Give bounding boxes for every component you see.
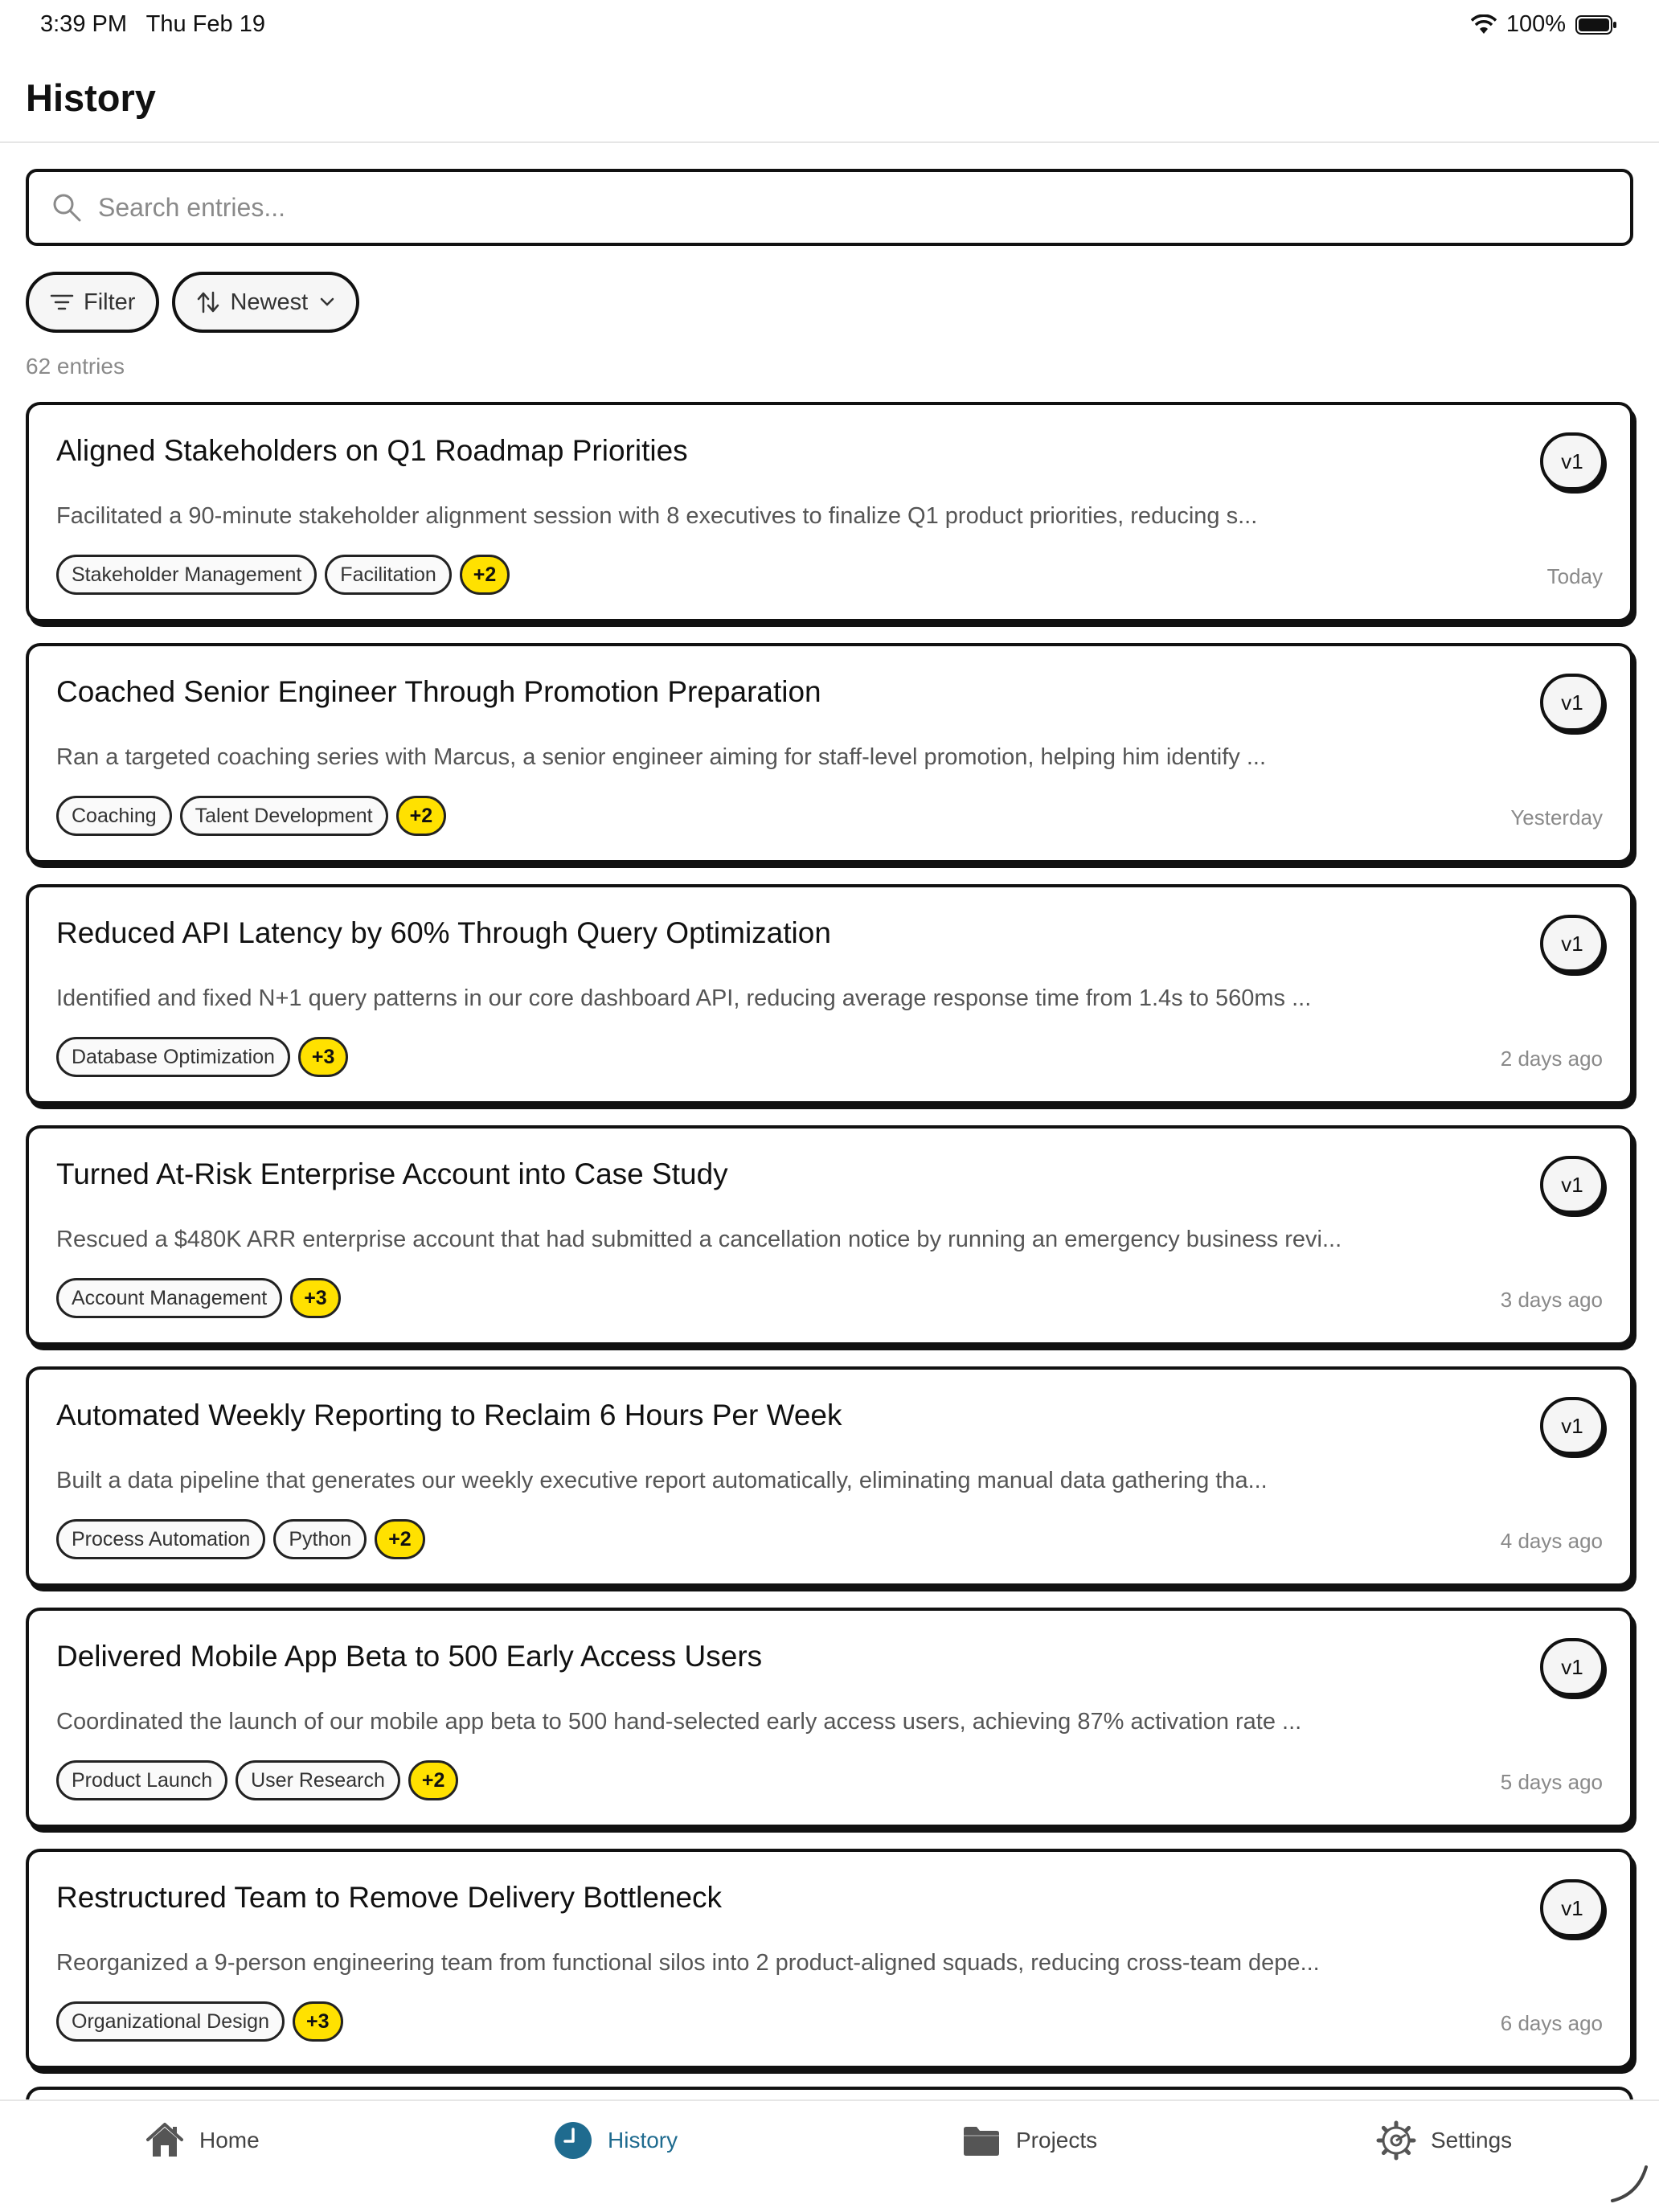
resize-handle-icon[interactable]	[1604, 2157, 1653, 2206]
more-tags-badge[interactable]: +2	[408, 1760, 459, 1800]
tab-projects[interactable]	[961, 2120, 1097, 2161]
tag[interactable]: Python	[273, 1519, 367, 1559]
version-badge[interactable]: v1	[1540, 674, 1604, 731]
entry-date: 3 days ago	[1500, 1288, 1603, 1312]
entry-summary: Facilitated a 90-minute stakeholder alignment session with 8 executives to finalize Q1 product priorities, reducing s...	[56, 503, 1258, 529]
tab-label: Settings	[1431, 2128, 1513, 2153]
entry-list	[26, 402, 1633, 2090]
tag[interactable]: Product Launch	[56, 1760, 227, 1800]
tag[interactable]: Facilitation	[325, 555, 452, 595]
filter-icon	[50, 293, 74, 312]
tag[interactable]: Process Automation	[56, 1519, 265, 1559]
more-tags-badge[interactable]: +3	[290, 1278, 341, 1318]
tag[interactable]: Account Management	[56, 1278, 282, 1318]
version-badge[interactable]: v1	[1540, 1156, 1604, 1214]
version-badge[interactable]: v1	[1540, 1879, 1604, 1937]
tab-history[interactable]	[553, 2120, 678, 2161]
entry-title: Coached Senior Engineer Through Promotion Preparation	[56, 675, 821, 708]
entry-date: 6 days ago	[1500, 2011, 1603, 2035]
page-title: History	[26, 76, 156, 119]
more-tags-badge[interactable]: +3	[298, 1037, 349, 1077]
wifi-icon	[1471, 14, 1497, 35]
version-badge[interactable]: v1	[1540, 1397, 1604, 1455]
entry-card[interactable]	[26, 402, 1633, 622]
tab-label: Projects	[1016, 2128, 1098, 2153]
tag[interactable]: Organizational Design	[56, 2001, 285, 2042]
entry-title: Automated Weekly Reporting to Reclaim 6 Hours Per Week	[56, 1399, 842, 1432]
entry-card[interactable]	[26, 1125, 1633, 1346]
entry-date: 5 days ago	[1500, 1770, 1603, 1794]
tag[interactable]: Stakeholder Management	[56, 555, 317, 595]
sort-label: Newest	[230, 289, 309, 315]
home-icon	[145, 2120, 185, 2161]
tag-row	[56, 1278, 341, 1318]
tag-row	[56, 2001, 343, 2042]
tag[interactable]: Talent Development	[180, 796, 388, 836]
tab-label: History	[608, 2128, 678, 2153]
entry-date: 4 days ago	[1500, 1529, 1603, 1553]
entry-summary: Rescued a $480K ARR enterprise account that had submitted a cancellation notice by running an emergency business revi...	[56, 1227, 1342, 1252]
filter-label: Filter	[84, 289, 136, 315]
entry-card[interactable]	[26, 643, 1633, 863]
search-icon	[51, 192, 82, 223]
status-date-text: Thu Feb 19	[145, 11, 265, 37]
more-tags-badge[interactable]: +2	[396, 796, 447, 836]
entry-summary: Built a data pipeline that generates our weekly executive report automatically, eliminating manual data gathering tha...	[56, 1468, 1268, 1493]
sort-arrows-icon	[196, 291, 220, 313]
entry-summary: Coordinated the launch of our mobile app beta to 500 hand-selected early access users, achieving 87% activation rate ...	[56, 1709, 1302, 1735]
entry-summary: Ran a targeted coaching series with Marcus, a senior engineer aiming for staff-level promotion, helping him identify ...	[56, 744, 1267, 770]
tag-row	[56, 555, 510, 595]
entries-count: 62 entries	[26, 354, 125, 379]
tag-row	[56, 796, 446, 836]
tag-row	[56, 1519, 425, 1559]
version-badge[interactable]: v1	[1540, 432, 1604, 490]
entry-title: Reduced API Latency by 60% Through Query Optimization	[56, 916, 831, 949]
entry-card[interactable]	[26, 1608, 1633, 1828]
search-input[interactable]	[98, 193, 1630, 223]
more-tags-badge[interactable]: +2	[460, 555, 510, 595]
battery-percent: 100%	[1505, 11, 1566, 37]
entry-date: 2 days ago	[1500, 1047, 1603, 1071]
filter-button[interactable]	[26, 272, 159, 333]
clock-icon	[553, 2120, 593, 2161]
entry-title: Turned At-Risk Enterprise Account into Case Study	[56, 1157, 728, 1190]
entry-title: Restructured Team to Remove Delivery Bottleneck	[56, 1881, 723, 1914]
entry-card[interactable]	[26, 1849, 1633, 2069]
tag[interactable]: Coaching	[56, 796, 172, 836]
tab-settings[interactable]	[1376, 2120, 1512, 2161]
tag-row	[56, 1037, 348, 1077]
tab-home[interactable]	[145, 2120, 260, 2161]
entry-date: Yesterday	[1510, 805, 1603, 830]
entry-summary: Reorganized a 9-person engineering team from functional silos into 2 product-aligned squads, reducing cross-team depe...	[56, 1950, 1320, 1976]
status-time-text: 3:39 PM	[40, 11, 127, 37]
page-header	[0, 51, 1659, 143]
tag[interactable]: User Research	[236, 1760, 400, 1800]
more-tags-badge[interactable]: +2	[375, 1519, 425, 1559]
more-tags-badge[interactable]: +3	[293, 2001, 343, 2042]
tab-bar	[0, 2099, 1659, 2212]
chevron-down-icon	[319, 297, 335, 308]
tab-label: Home	[199, 2128, 260, 2153]
tag-row	[56, 1760, 458, 1800]
tag[interactable]: Database Optimization	[56, 1037, 290, 1077]
entry-card[interactable]	[26, 884, 1633, 1104]
entry-date: Today	[1546, 564, 1603, 588]
status-time	[40, 11, 265, 38]
toolbar	[26, 272, 359, 333]
battery-icon	[1575, 14, 1617, 35]
entry-summary: Identified and fixed N+1 query patterns in our core dashboard API, reducing average response time from 1.4s to 560ms ...	[56, 985, 1312, 1011]
version-badge[interactable]: v1	[1540, 1638, 1604, 1696]
entry-title: Delivered Mobile App Beta to 500 Early Access Users	[56, 1640, 763, 1673]
folder-icon	[961, 2120, 1002, 2161]
gear-icon	[1376, 2120, 1416, 2161]
search-box[interactable]	[26, 169, 1633, 246]
sort-button[interactable]	[172, 272, 359, 333]
status-bar	[0, 0, 1659, 51]
entry-title: Aligned Stakeholders on Q1 Roadmap Priorities	[56, 434, 688, 467]
entry-card[interactable]	[26, 1366, 1633, 1587]
status-right	[1471, 11, 1617, 38]
version-badge[interactable]: v1	[1540, 915, 1604, 973]
